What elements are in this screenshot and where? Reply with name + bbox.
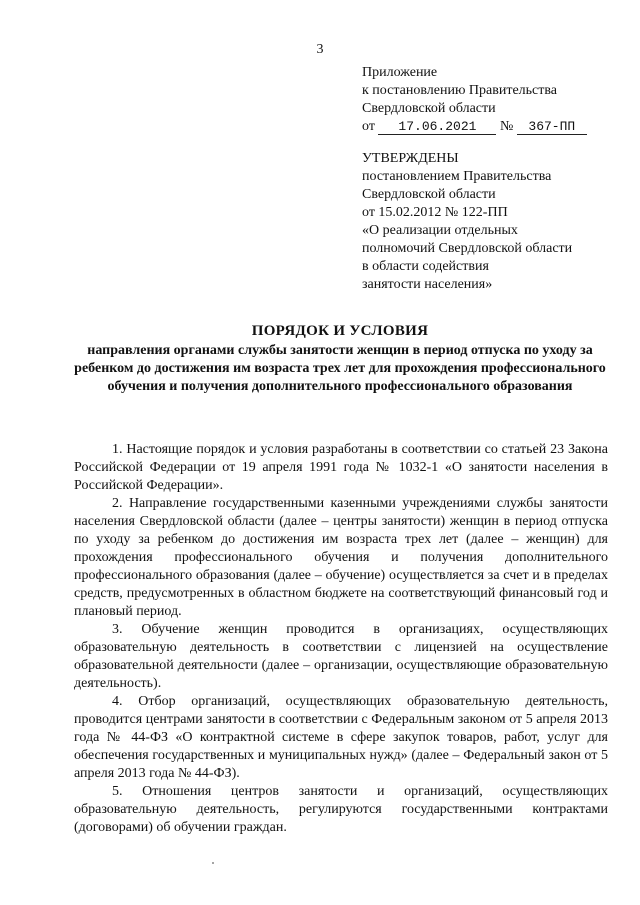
date-value: 17.06.2021 bbox=[378, 119, 496, 135]
approved-line: «О реализации отдельных bbox=[362, 223, 518, 238]
paragraph: 3. Обучение женщин проводится в организациях, осуществляющих образовательную деятельность в соответствии с лицензией на осуществление образовательной деятельности (далее – организации, осуществляющие образовательную деятельность). bbox=[74, 622, 608, 691]
scan-speck bbox=[212, 862, 214, 864]
document-body bbox=[74, 441, 608, 837]
approved-line: постановлением Правительства bbox=[362, 169, 552, 184]
number-prefix: № bbox=[499, 119, 514, 134]
paragraph: 2. Направление государственными казенными учреждениями службы занятости населения Свердловской области (далее – центры занятости) женщин в период отпуска по уходу за ребенком до достижения им возраста трех лет (далее – женщин) для прохождения профессионального обучения и получения дополнительного профессионального образования (далее – обучение) осуществляется за счет и в пределах средств, предусмотренных в областном бюджете на соответствующий финансовый год и плановый период. bbox=[74, 496, 608, 619]
approved-line: полномочий Свердловской области bbox=[362, 241, 573, 256]
appendix-block bbox=[362, 64, 612, 136]
document-title: ПОРЯДОК И УСЛОВИЯ bbox=[251, 323, 429, 339]
approved-block bbox=[362, 150, 612, 294]
paragraph: 4. Отбор организаций, осуществляющих образовательную деятельность, проводится центрами занятости в соответствии с Федеральным законом от 5 апреля 2013 года № 44-ФЗ «О контрактной системе в сфере закупок товаров, работ, услуг для обеспечения государственных и муниципальных нужд» (далее – Федеральный закон от 5 апреля 2013 года № 44-ФЗ). bbox=[74, 694, 608, 781]
page-number: 3 bbox=[316, 42, 324, 57]
number-value: 367-ПП bbox=[517, 119, 587, 135]
appendix-date-line bbox=[362, 118, 612, 136]
approved-line: Свердловской области bbox=[362, 187, 496, 202]
appendix-line: Приложение bbox=[362, 65, 438, 80]
appendix-line: Свердловской области bbox=[362, 101, 496, 116]
document-subtitle: направления органами службы занятости женщин в период отпуска по уходу за ребенком до достижения им возраста трех лет для прохождения профессионального обучения и получения дополнительного профессионального образования bbox=[74, 343, 606, 394]
appendix-line: к постановлению Правительства bbox=[362, 83, 558, 98]
paragraph: 1. Настоящие порядок и условия разработаны в соответствии со статьей 23 Закона Российской Федерации от 19 апреля 1991 года № 1032-1 «О занятости населения в Российской Федерации». bbox=[74, 442, 608, 493]
approved-line: в области содействия bbox=[362, 259, 489, 274]
approved-line: от 15.02.2012 № 122-ПП bbox=[362, 205, 508, 220]
document-title-block bbox=[70, 322, 610, 396]
paragraph: 5. Отношения центров занятости и организаций, осуществляющих образовательную деятельность, регулируются государственными контрактами (договорами) об обучении граждан. bbox=[74, 784, 608, 835]
approved-line: УТВЕРЖДЕНЫ bbox=[362, 151, 459, 166]
approved-line: занятости населения» bbox=[362, 277, 493, 292]
date-prefix: от bbox=[362, 119, 375, 134]
